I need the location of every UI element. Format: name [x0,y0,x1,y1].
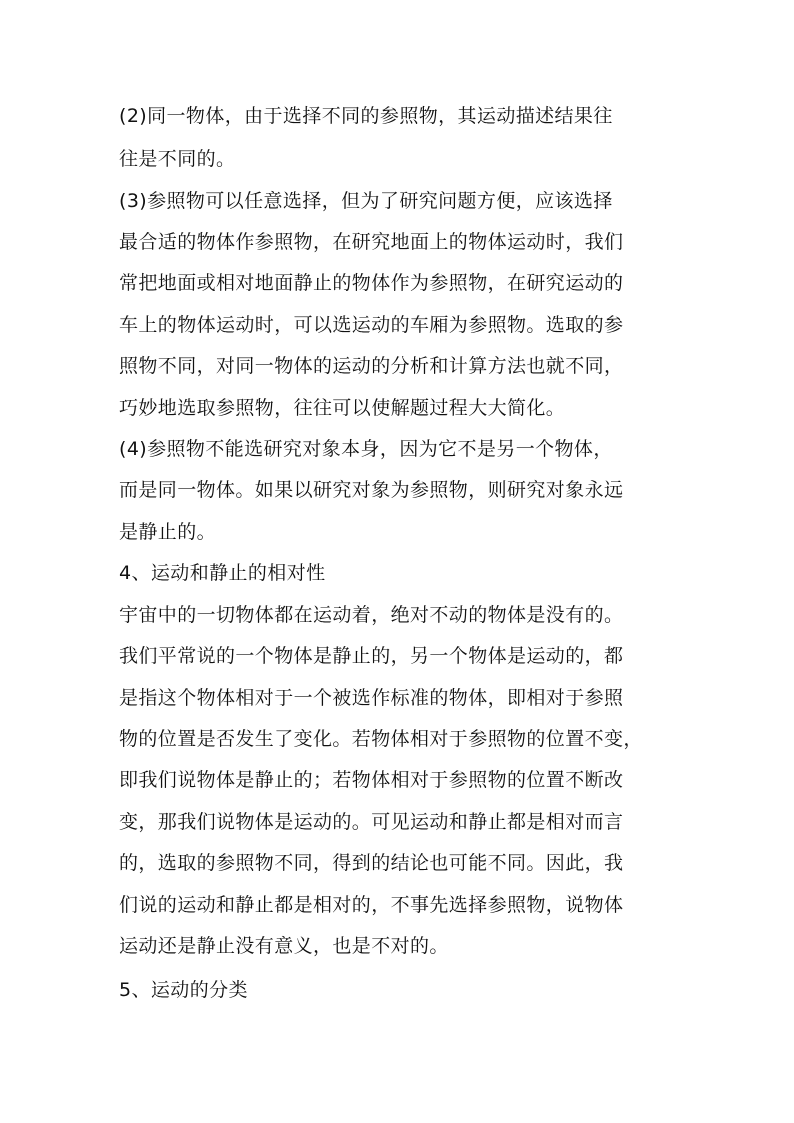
section-4-line-7: 的，选取的参照物不同，得到的结论也可能不同。因此，我 [119,852,624,874]
paragraph-4-line-1: (4)参照物不能选研究对象本身，因为它不是另一个物体， [119,438,613,460]
section-4-line-9: 运动还是静止没有意义，也是不对的。 [119,935,449,957]
paragraph-3-line-2: 最合适的物体作参照物，在研究地面上的物体运动时，我们 [119,231,624,253]
section-5-heading: 5、运动的分类 [119,979,248,1001]
section-4-line-5: 即我们说物体是静止的；若物体相对于参照物的位置不断改 [119,769,624,791]
paragraph-3-line-3: 常把地面或相对地面静止的物体作为参照物，在研究运动的 [119,272,624,294]
paragraph-3-line-1: (3)参照物可以任意选择，但为了研究问题方便，应该选择 [119,190,613,212]
section-4-line-6: 变，那我们说物体是运动的。可见运动和静止都是相对而言 [119,811,624,833]
paragraph-3-line-4: 车上的物体运动时，可以选运动的车厢为参照物。选取的参 [119,314,624,336]
section-4-line-1: 宇宙中的一切物体都在运动着，绝对不动的物体是没有的。 [119,604,624,626]
section-4-line-3: 是指这个物体相对于一个被选作标准的物体，即相对于参照 [119,687,624,709]
section-4-line-2: 我们平常说的一个物体是静止的，另一个物体是运动的，都 [119,645,624,667]
paragraph-4-line-2: 而是同一物体。如果以研究对象为参照物，则研究对象永远 [119,479,624,501]
section-4-line-8: 们说的运动和静止都是相对的，不事先选择参照物，说物体 [119,894,624,916]
paragraph-4-line-3: 是静止的。 [119,521,217,543]
section-4-line-4: 物的位置是否发生了变化。若物体相对于参照物的位置不变， [119,728,643,750]
paragraph-3-line-5: 照物不同，对同一物体的运动的分析和计算方法也就不同， [119,355,624,377]
paragraph-2-line-2: 往是不同的。 [119,148,236,170]
paragraph-2-line-1: (2)同一物体，由于选择不同的参照物，其运动描述结果往 [119,105,613,127]
paragraph-3-line-6: 巧妙地选取参照物，往往可以使解题过程大大简化。 [119,397,566,419]
section-4-heading: 4、运动和静止的相对性 [119,562,326,584]
